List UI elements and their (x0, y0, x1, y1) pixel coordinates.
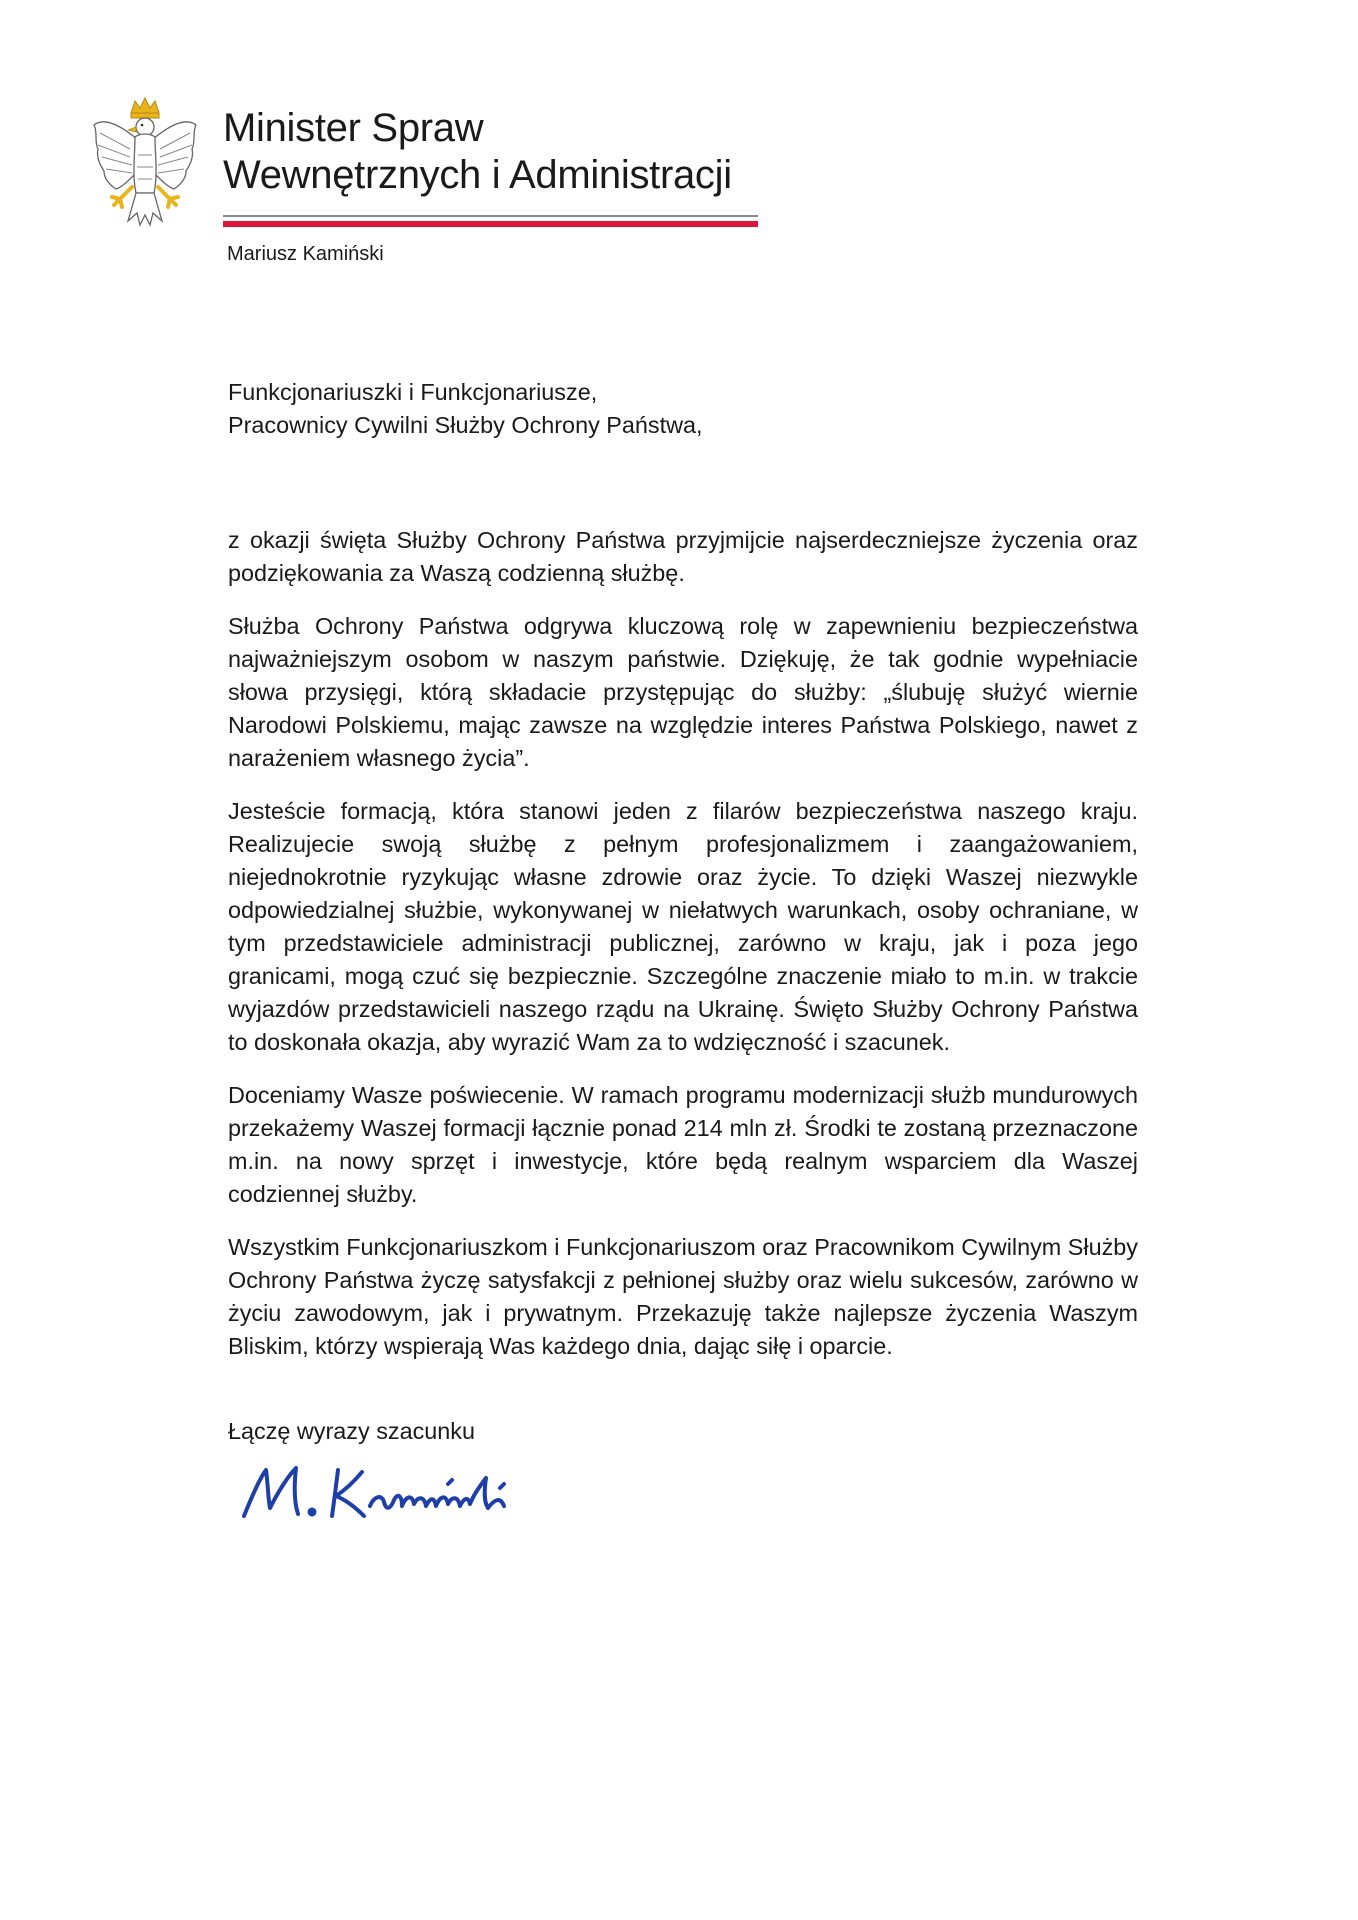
letterhead (90, 95, 790, 245)
body-paragraph: Doceniamy Wasze poświecenie. W ramach programu modernizacji służb mundurowych przekażemy Waszej formacji łącznie ponad 214 mln zł. Środki te zostaną przeznaczone m.in. na nowy sprzęt i inwestycje, które będą realnym wsparciem dla Waszej codziennej służby. (228, 1082, 1138, 1207)
addressee-line-1: Funkcjonariuszki i Funkcjonariusze, (228, 379, 598, 405)
body-paragraph: Jesteście formacją, która stanowi jeden z filarów bezpieczeństwa naszego kraju. Realizujecie swoją służbę z pełnym profesjonalizmem i zaangażowaniem, niejednokrotnie ryzykując własne zdrowie oraz życie. To dzięki Waszej niezwykle odpowiedzialnej służbie, wykonywanej w niełatwych warunkach, osoby ochraniane, w tym przedstawiciele administracji publicznej, zarówno w kraju, jak i poza jego granicami, mogą czuć się bezpiecznie. Szczególne znaczenie miało to m.in. w trakcie wyjazdów przedstawicieli naszego rządu na Ukrainę. Święto Służby Ochrony Państwa to doskonała okazja, aby wyrazić Wam za to wdzięczność i szacunek. (228, 798, 1138, 1055)
institution-line-1: Minister Spraw (223, 106, 484, 150)
addressee-line-2: Pracownicy Cywilni Służby Ochrony Państwa, (228, 412, 703, 438)
body-paragraph: z okazji święta Służby Ochrony Państwa przyjmijcie najserdeczniejsze życzenia oraz podziękowania za Waszą codzienną służbę. (228, 527, 1138, 586)
letter-content (228, 376, 1138, 1535)
polish-white-eagle-emblem-icon (90, 95, 200, 233)
minister-name: Mariusz Kamiński (227, 243, 384, 265)
handwritten-signature (238, 1456, 548, 1526)
flag-rule-red (223, 221, 758, 227)
flag-rule (223, 215, 758, 227)
body-paragraph: Wszystkim Funkcjonariuszkom i Funkcjonariuszom oraz Pracownikom Cywilnym Służby Ochrony Państwa życzę satysfakcji z pełnionej służby oraz wielu sukcesów, zarówno w życiu zawodowym, jak i prywatnym. Przekazuję także najlepsze życzenia Waszym Bliskim, którzy wspierają Was każdego dnia, dając siłę i oparcie. (228, 1234, 1138, 1359)
addressee (228, 376, 1138, 442)
institution-line-2: Wewnętrznych i Administracji (223, 153, 732, 197)
closing-salutation: Łączę wyrazy szacunku (228, 1418, 476, 1444)
institution-name (223, 105, 732, 199)
body-paragraph: Służba Ochrony Państwa odgrywa kluczową rolę w zapewnieniu bezpieczeństwa najważniejszym osobom w naszym państwie. Dziękuję, że tak godnie wypełniacie słowa przysięgi, którą składacie przystępując do służby: „ślubuję służyć wiernie Narodowi Polskiemu, mając zawsze na względzie interes Państwa Polskiego, nawet z narażeniem własnego życia”. (228, 613, 1138, 771)
